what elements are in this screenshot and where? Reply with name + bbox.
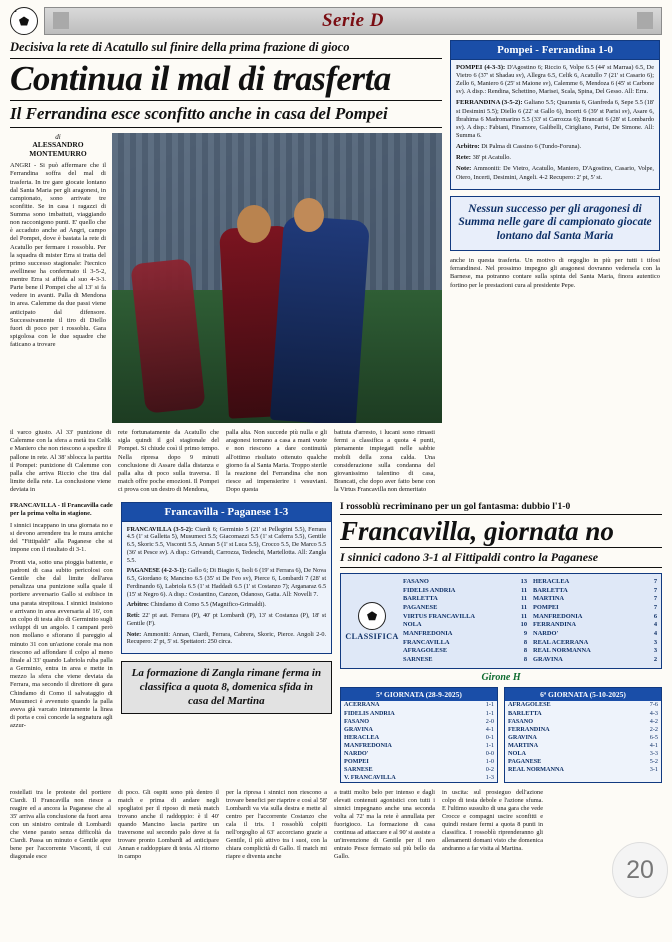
photo-player-2-head: [294, 198, 324, 232]
round-5-title: 5ª GIORNATA (28-9-2025): [341, 688, 497, 701]
ferrandina-lineup: Galiano 5.5; Quaranta 6, Gianfreda 6, Sepe 5.5 (18' st Desimini 5.5); Diello 6 (22' st Gallo 6), Incerti 6 (39' st Parisi sv), Asare 6, Ibrahima 6 Madromarino 5.5 (33' st Carrozza 6); Brancati 6 (28' st Lombardo sv). A disp.: Fabiani, Finamore, Galibelli, Cirigliano, Parisi, De Simone. All: Summa 6.: [456, 99, 654, 139]
second-article-text-2: Pronti via, sotto una pioggia battente, e padroni di casa subito pericolosi con Gentile che dal limite dell'area penalizza una punizione sulla quale il portiere avversario Gallo si esibisce in una parata strepitosa. I sinnici insistono e arrivano in area avversaria al 16', con un colpo di testa alto di Germinito sugli sviluppi di un angolo. I campani però non mollano e sfiorano il pareggio al minuto 31 con un'azione corale ma non riescono ad affondare il colpo al meno finale al 33' quando Labriola ruba palla a Germinio, entra in area e mette in mezzo la sfera che viene deviata da Ferrara, ma secondo il direttore di gara Chindamo di Como il salvataggio di Musumeci è avvenuto quando la palla aveva già varcato interamente la linea di porta e così concede la segnatura agli azzur-: [10, 558, 113, 730]
score: 4-1: [649, 741, 659, 749]
list-item: [505, 710, 661, 718]
bottom-text-3: per la ripresa i sinnici non riescono a trovare benefici per riaprire e così al 58' Lombardi va via sulla destra e mette al centro per l'accorrente Costanzo che cala il tris. I rossoblù colpiti nell'orgoglio al 63' accorciano grazie a Gentile, il più attivo tra i suoi, con la chiara complicità di Gallo. Il match mi riapre e diventa anche: [226, 789, 327, 860]
francavilla-lineup: Ciardi 6; Germinio 5 (21' st Pellegrini 5.5), Ferrara 4.5 (1' st Galletta 5), Musumeci 5.5; Giacomazzi 5.5 (1' st Caferra 5.5), Gentile 6.5, Skoric 5.5, Visconti 5.5, Annan 5 (1' st Luca 5.5), Crocco 5.5, De Marco 5.5 (36' st Pesce sv). A disp.: Grivandi, Carrozza, Tedeschi, Martellotta. All: Zangla 5.5.: [126, 525, 327, 564]
match-photo: [112, 133, 442, 423]
ferrandina-label: FERRANDINA (3-5-2):: [456, 99, 523, 107]
reti-2-value: 22' pt aut. Ferrara (P), 40' pt Lombardi (P), 13' st Costanza (P), 18' st Gentile (F).: [126, 612, 327, 627]
rete-value: 38' pt Acatullo.: [472, 153, 511, 161]
round-5: [340, 687, 498, 783]
home-team: FASANO: [508, 717, 534, 725]
article-text-1: ANGRI - Si può affermare che il Ferrandina soffra del mal di trasferta. In tre gare giocate lontano dal Santa Maria per gli aragonesi, in campionato, sono arrivate tre sconfitte. Se in casa i ragazzi di Summa sono imbattuti, viaggiando non racconigono punti. E' quello che è accaduto anche ad Angri, campo del Pompei, dove è bastata la rete di Acatullo per fermare i rossoblu. Per la squadra di mister Erra si tratta del primo successo stagionale: l'tecnico avellinese ha confermato il 3-5-2, mentre Erra si affida al suo 4-3-3. Parte bene il Pompei che al 13' si fa vedere in avanti. Palla di Mendona in area. Calemme da due passi viene anticipato dal difensore. Successivamente il tiro di Diello fuori di poco per i rossoblu. Gara spigolosa con le due squadre che faticano a trovare: [10, 162, 106, 349]
article-headline: Continua il mal di trasferta: [10, 59, 391, 98]
section-banner: [44, 7, 662, 35]
table-row: [403, 604, 527, 613]
photo-player-2: [270, 215, 370, 423]
score: 1-3: [485, 774, 495, 781]
team-points: 11: [520, 603, 528, 611]
list-item: [341, 766, 497, 774]
second-article-text-1: I sinnici incappano in una giornata no e si devono arrendere tra le mura amiche del "Fittipaldi" alla Paganese che si impone con il risultato di 3-1.: [10, 521, 113, 554]
pompei-lineup: D'Agostino 6; Riccio 6, Volpe 6.5 (44' st Marraa) 6.5, De Vietro 6 (37' st Shadau sv), Allegra 6.5, Celik 6, Acatullo 7 (21' st Casario 6); Zello 6, Maniero 6 (25' st Maione sv), Calemme 6, Mendoza 6 (45' st Carbone sv). A disp.: Rendina, Schettino, Marisei, Scala, Spina, Del Gesso. All: Erra.: [456, 64, 655, 96]
score: 2-2: [649, 725, 659, 733]
section-title: Serie D: [321, 10, 385, 31]
note-row: [456, 165, 654, 181]
rete-row: [456, 154, 654, 162]
second-article-left: [10, 502, 113, 784]
match-box-2: [121, 502, 332, 784]
paganese-lineup-row: [127, 567, 326, 598]
team-points: 8: [523, 655, 528, 663]
table-row: [403, 647, 527, 656]
score: 3-1: [649, 765, 659, 773]
lower-section: [10, 502, 662, 784]
team-points: 11: [520, 595, 528, 603]
second-article-lead-title: FRANCAVILLA - Il Francavilla cade per la prima volta in stagione.: [10, 501, 113, 517]
team-name: BARLETTA: [533, 586, 568, 594]
team-points: 4: [653, 629, 658, 637]
standings-logo: [345, 578, 399, 664]
list-item: [505, 766, 661, 774]
team-name: REAL ACERRANA: [533, 638, 589, 646]
score: 6-5: [649, 733, 659, 741]
home-team: AFRAGOLESE: [508, 701, 551, 709]
team-name: PAGANESE: [403, 603, 438, 611]
score: 0-0: [485, 749, 495, 757]
second-article-subhead: I sinnici cadono 3-1 al Fittipaldi contro la Paganese: [340, 547, 662, 568]
standings-col-right: [533, 578, 657, 664]
team-name: MANFREDONIA: [403, 629, 453, 637]
standings-label: CLASSIFICA: [345, 631, 399, 641]
team-name: FIDELIS ANDRIA: [403, 586, 456, 594]
referee-value: Di Palma di Cassino 6 (Tundo-Foruna).: [481, 142, 582, 150]
pompei-label: POMPEI (4-3-3):: [456, 64, 506, 71]
list-item: [341, 718, 497, 726]
table-row: [403, 578, 527, 587]
main-article: [10, 40, 442, 495]
score: 4-3: [649, 709, 659, 717]
score: 4-2: [649, 717, 659, 725]
referee-2-label: Arbitro:: [126, 601, 149, 609]
team-points: 7: [653, 603, 658, 611]
list-item: [341, 710, 497, 718]
team-points: 9: [523, 629, 528, 637]
rounds-section: [340, 687, 662, 783]
standings-col-left: [403, 578, 527, 664]
byline-prefix: di: [55, 133, 61, 141]
list-item: [341, 742, 497, 750]
team-points: 8: [523, 638, 528, 646]
team-points: 6: [653, 612, 658, 620]
article-text-5: battuta d'arresto, i lucani sono rimasti fermi a classifica a quota 4 punti, pienamente impiegati nelle sabbie mobili della zona calda. Una considerazione sulla condanna del giovanissimo talentino di casa, Brancati, che dopo aver fatto bene con la Virtus Francavilla non demeritato: [334, 429, 435, 494]
table-row: [403, 595, 527, 604]
list-item: [505, 758, 661, 766]
home-team: FASANO: [344, 717, 370, 725]
home-team: REAL NORMANNA: [508, 765, 564, 773]
round-6-title: 6ª GIORNATA (5-10-2025): [505, 688, 661, 701]
article-columns: [10, 429, 442, 495]
table-row: [533, 604, 657, 613]
team-points: 8: [523, 647, 528, 655]
bottom-text-2: di poco. Gli ospiti sono più dentro il match e prima di andare negli spogliatoi per il riposo di metà match trovano anche il raddoppio: è il 40' quando Mancino lascia partire un traversone sul secondo palo dove si fa trovare pronto Lombardi ad anticipare Annan e raddoppiare di testa. Al ritorno in campo: [118, 789, 219, 860]
second-article-lead: [10, 502, 113, 518]
referee-2-row: [127, 601, 326, 609]
article-column-1: [10, 133, 106, 423]
round-6: [504, 687, 662, 783]
table-row: [403, 630, 527, 639]
home-team: GRAVINA: [344, 725, 373, 733]
table-row: [533, 621, 657, 630]
team-name: FASANO: [403, 578, 429, 586]
home-team: FIDELIS ANDRIA: [344, 709, 395, 717]
second-article-headline: Francavilla, giornata no: [340, 515, 614, 546]
list-item: [341, 750, 497, 758]
home-team: SARNESE: [344, 765, 373, 773]
top-section: [10, 40, 662, 495]
rete-label: Rete:: [456, 153, 472, 161]
score: 5-2: [649, 757, 659, 765]
note-2-label: Note:: [126, 630, 142, 638]
reti-2-row: [127, 612, 326, 628]
table-row: [533, 639, 657, 648]
score: 4-1: [485, 725, 495, 733]
table-row: [533, 656, 657, 665]
team-name: MARTINA: [533, 595, 565, 603]
list-item: [505, 734, 661, 742]
list-item: [505, 726, 661, 734]
result-box-title: Pompei - Ferrandina 1-0: [450, 40, 660, 60]
article-text-2: il varco giusto. Al 33' punizione di Calemme con la sfera a metà tra Celik e Maniero che non riescono a spedire il pallone in rete. Al 38' sblocca la partita il Pompei: punizione di Calemme con palla che arriva Riccio che tira dal limite della rete. La conclusione viene deviata in: [10, 429, 111, 494]
score: 1-1: [485, 709, 495, 717]
article-kicker: Decisiva la rete di Acatullo sul finire della prima frazione di gioco: [10, 40, 442, 59]
standings-panel: [340, 573, 662, 669]
article-text-6: anche in questa trasferta. Un motivo di orgoglio in più per tutti i tifosi ferrandinesi. Nel prossimo impegno gli aragonesi dovranno vedersela con la Barnese, ma potranno contare sulla spinta del Santa Maria, finora autentico fortino per le prestazioni cura al presidente Pepe.: [450, 257, 660, 289]
list-item: [505, 742, 661, 750]
list-item: [505, 701, 661, 709]
soccer-ball-icon: [358, 602, 386, 630]
home-team: MARTINA: [508, 741, 539, 749]
table-row: [403, 613, 527, 622]
team-name: FERRANDINA: [533, 621, 576, 629]
team-points: 13: [520, 578, 528, 586]
result-sidebar: [450, 40, 660, 495]
table-row: [533, 578, 657, 587]
bottom-text-1: rostellati tra le proteste del portiere Ciardi. Il Francavilla non riesce a reagire ed a ancora la Paganese che al 35' arriva alla conclusione da fuori area con un sinistro centrale di Lombardi che viene parato senza difficoltà da Ciardi. Passa un minuto e Gentile apre bene per l'accorrente Visconti, il cui diagonale esce: [10, 789, 111, 860]
standings-columns: [403, 578, 657, 664]
home-team: MANFREDONIA: [344, 741, 392, 749]
note-label: Note:: [456, 165, 472, 173]
reti-2-label: Reti:: [126, 612, 140, 619]
score: 1-0: [485, 757, 495, 765]
team-name: MANFREDONIA: [533, 612, 583, 620]
result-box-body: [450, 60, 660, 190]
team-points: 7: [653, 586, 658, 594]
team-points: 2: [653, 655, 658, 663]
byline-author: ALESSANDRO MONTEMURRO: [29, 140, 87, 158]
bottom-text-5: in uscita: sul prosieguo dell'azione colpo di testa debole e l'azione sfuma. E l'ultimo sussulto di una gara che vede Crocce e compagni uscire sconfitti e quindi restare fermi a quota 8 punti in classifica. I rossoblù riprenderanno gli allenamenti domani visto che domenica andranno a far visita al Martina.: [442, 789, 543, 852]
pompei-lineup-row: [456, 64, 654, 96]
team-points: 4: [653, 621, 658, 629]
article-body-top: [10, 133, 442, 423]
team-name: BARLETTA: [403, 595, 438, 603]
team-points: 11: [520, 586, 528, 594]
shadow-quote-box: La formazione di Zangla rimane ferma in classifica a quota 8, domenica sfida in casa del Martina: [121, 661, 332, 714]
team-points: 11: [520, 612, 528, 620]
referee-row: [456, 143, 654, 151]
bottom-text-4: a tratti molto belo per intenso e dagli elevati contenuti agonistici con tutti i sinnici impegnano anche una seconda volta al 72' ma la rete è annullata per fuorigioco. La formazione di casa continua ad attaccare e al 90' si assiste a un'invenzione di Gentile per il neo entrato Pesce fermato sul più bello da Gallo.: [334, 789, 435, 860]
note-2-value: Ammoniti: Annan, Ciardi, Ferrara, Cabrera, Skoric, Pierce. Angoli 2-0. Recupero: 2' pt, 5' st. Spettatori: 250 circa.: [126, 630, 327, 646]
team-name: GRAVINA: [533, 655, 563, 663]
table-row: [533, 630, 657, 639]
list-item: [341, 726, 497, 734]
table-row: [403, 656, 527, 665]
masthead: [10, 6, 662, 36]
home-team: POMPEI: [344, 757, 369, 765]
note-2-row: [127, 631, 326, 647]
girone-label: Girone H: [481, 672, 521, 684]
home-team: PAGANESE: [508, 757, 542, 765]
team-points: 3: [653, 638, 658, 646]
article-text-4: palla alta. Non succede più nulla e gli aragonesi tornano a casa a mani vuote e non riescono a dare continuità all'ottimo risultato ottenuto qualche giorno fa al Santa Maria. Troppo sterile la reazione del Ferrandina che non riesce ad impensierire i vesuviani. Dopo questa: [226, 429, 327, 494]
match-box-2-title: Francavilla - Paganese 1-3: [121, 502, 332, 522]
team-name: NOLA: [403, 621, 422, 629]
referee-label: Arbitro:: [456, 142, 480, 150]
home-team: BARLETTA: [508, 709, 542, 717]
home-team: NARDO': [344, 749, 369, 757]
table-row: [533, 647, 657, 656]
list-item: [341, 758, 497, 766]
team-name: NARDO': [533, 629, 559, 637]
paganese-label: PAGANESE (4-2-3-1):: [126, 567, 187, 575]
list-item: [505, 718, 661, 726]
team-name: POMPEI: [533, 603, 559, 611]
home-team: V. FRANCAVILLA: [344, 774, 396, 781]
table-row: [403, 587, 527, 596]
list-item: [341, 701, 497, 709]
article-subhead: Il Ferrandina esce sconfitto anche in casa del Pompei: [10, 100, 442, 128]
article-text-3: rete fortunatamente da Acatullo che sigla quindi il gol stagionale del Pompei. Si chiude così il primo tempo. Nella ripresa dopo 9 minuti conclusione di Assare dalla distanza e palla alta di poco sulla traversa. Il match offre poche emozioni. Il Pompei ci prova con un destro di Mendona,: [118, 429, 219, 494]
match-box-2-body: [121, 522, 332, 655]
score: 0-2: [485, 765, 495, 773]
paganese-lineup: Gallo 6; Di Biagio 6, Isoli 6 (19' st Ferrara 6), De Nova 6.5, Giordano 6; Mancino 6.5 (35' st De Feo sv), Pierce 6, Lombardi 7 (28' st Ferdinando 6), Labriola 6.5 (1' st Haddadi 6.5 (1' st Costanzo 7); Arganaraz 6.5 (15' st Negro 6). A disp.: Costantino, Canzon, Odanoso, Gatta. All: Novelli 7.: [126, 567, 327, 598]
home-team: GRAVINA: [508, 733, 537, 741]
second-article-kicker: I rossoblù recriminano per un gol fantasma: dubbio l'1-0: [340, 502, 662, 515]
list-item: [341, 774, 497, 782]
francavilla-label: FRANCAVILLA (3-5-2):: [126, 525, 193, 533]
team-name: AFRAGOLESE: [403, 647, 448, 655]
home-team: FERRANDINA: [508, 725, 550, 733]
table-row: [403, 621, 527, 630]
list-item: [505, 750, 661, 758]
score: 3-3: [649, 749, 659, 757]
home-team: HERACLEA: [344, 733, 380, 741]
referee-2-value: Chindamo di Como 5.5 (Magnifico-Grimaldi).: [150, 601, 266, 609]
byline: [10, 133, 106, 158]
bottom-columns: [10, 789, 662, 861]
team-name: REAL NORMANNA: [533, 647, 591, 655]
team-points: 7: [653, 595, 658, 603]
francavilla-lineup-row: [127, 526, 326, 565]
team-points: 3: [653, 647, 658, 655]
table-row: [533, 613, 657, 622]
team-name: VIRTUS FRANCAVILLA: [403, 612, 475, 620]
team-name: HERACLEA: [533, 578, 570, 586]
table-row: [533, 587, 657, 596]
home-team: NOLA: [508, 749, 526, 757]
second-article-main: [340, 502, 662, 784]
table-row: [403, 639, 527, 648]
standings-table: [403, 578, 657, 664]
team-points: 10: [520, 621, 528, 629]
note-value: Ammoniti: De Vietro, Acatullo, Maniero, D'Agostino, Casario, Volpe, Otero, Incerti, Desimini, Angeli. 4-2 Recupero: 2' pt, 5' st.: [456, 165, 654, 181]
score: 0-1: [485, 733, 495, 741]
score: 1-1: [485, 741, 495, 749]
score: 1-1: [485, 701, 495, 709]
team-name: SARNESE: [403, 655, 433, 663]
ferrandina-lineup-row: [456, 99, 654, 139]
page-number: 20: [612, 842, 668, 898]
score: 7-6: [649, 701, 659, 709]
home-team: ACERRANA: [344, 701, 380, 709]
team-name: FRANCAVILLA: [403, 638, 450, 646]
table-row: [533, 595, 657, 604]
soccer-ball-icon: [10, 7, 38, 35]
list-item: [341, 734, 497, 742]
pull-quote: Nessun successo per gli aragonesi di Summa nelle gare di campionato giocate lontano dal Santa Maria: [450, 196, 660, 251]
team-points: 7: [653, 578, 658, 586]
score: 2-0: [485, 717, 495, 725]
